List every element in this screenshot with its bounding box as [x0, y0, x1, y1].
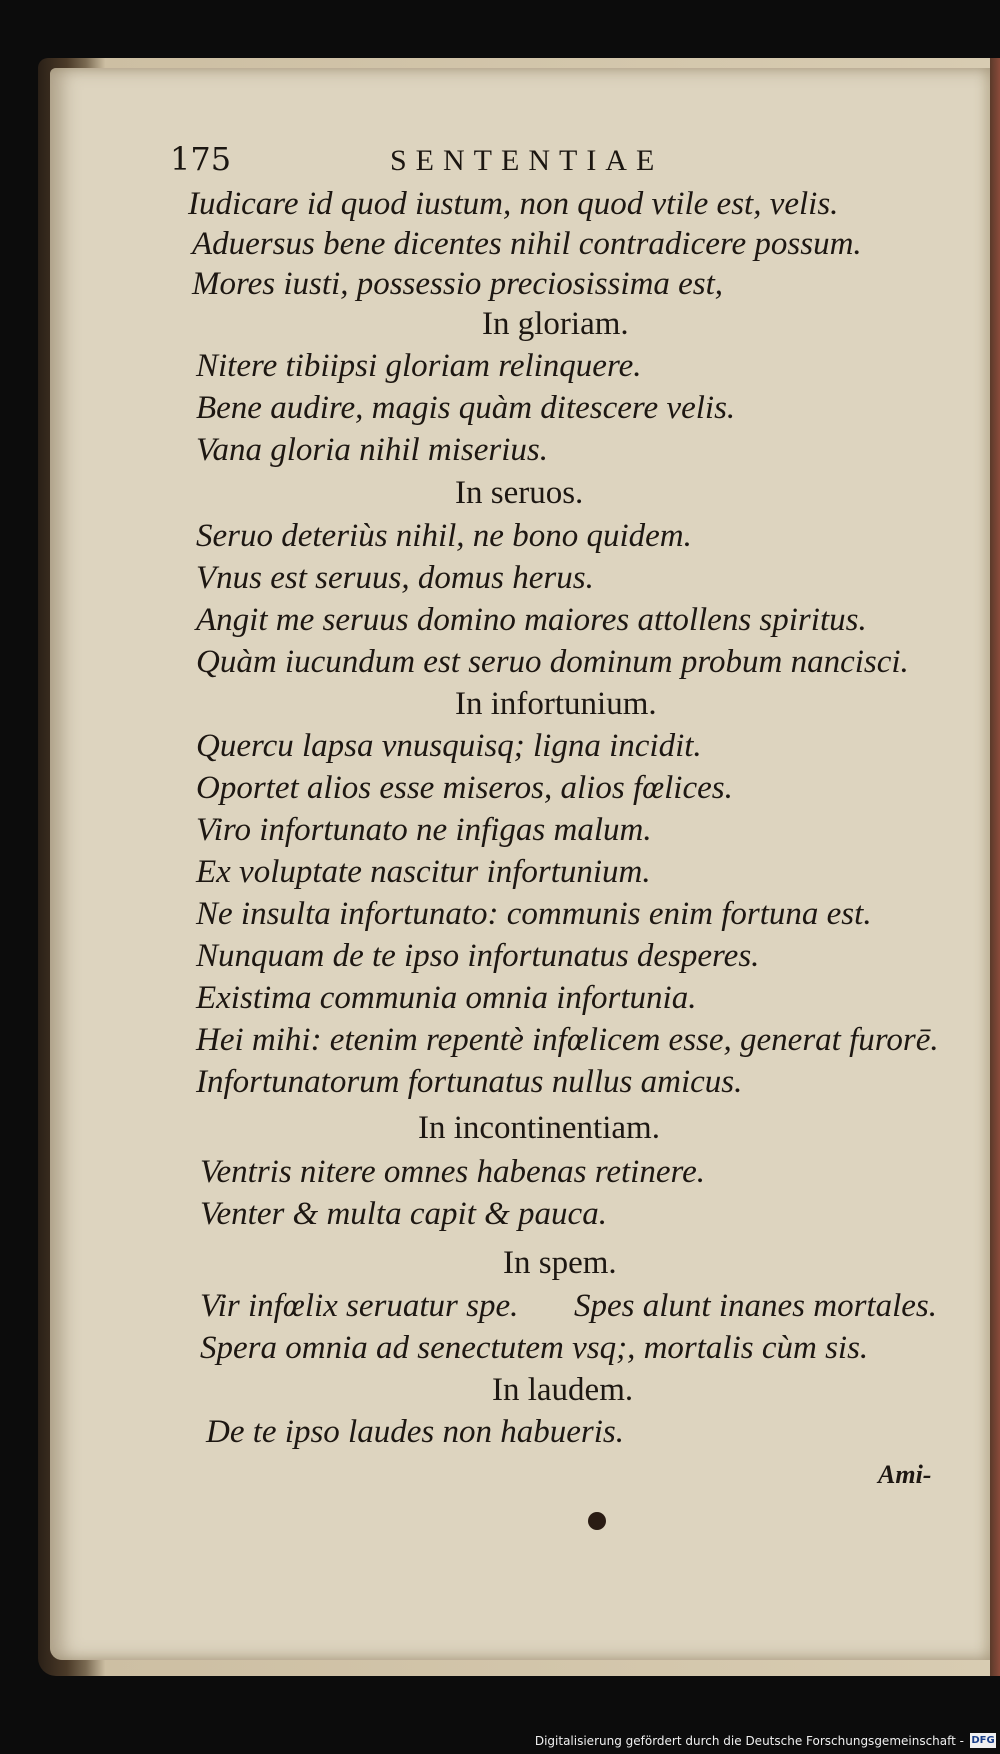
text-line: Vir infœlix seruatur spe. [200, 1288, 519, 1324]
page-header [170, 140, 950, 190]
text-line: Bene audire, magis quàm ditescere velis. [196, 390, 736, 426]
text-line: Quàm iucundum est seruo dominum probum nancisci. [196, 644, 909, 680]
text-line: Seruo deteriùs nihil, ne bono quidem. [196, 518, 692, 554]
text-line: Mores iusti, possessio preciosissima est, [192, 266, 724, 302]
text-line: Angit me seruus domino maiores attollens spiritus. [196, 602, 867, 638]
funding-credit: Digitalisierung gefördert durch die Deutsche Forschungsgemeinschaft - [534, 1734, 964, 1748]
text-line: Spera omnia ad senectutem vsq;, mortalis cùm sis. [200, 1330, 869, 1366]
page-number: 175 [170, 140, 232, 178]
text-line: Ne insulta infortunato: communis enim fortuna est. [196, 896, 872, 932]
text-line: Infortunatorum fortunatus nullus amicus. [196, 1064, 743, 1100]
text-line: Ex voluptate nascitur infortunium. [196, 854, 651, 890]
text-line: Spes alunt inanes mortales. [574, 1288, 937, 1324]
text-line: De te ipso laudes non habueris. [206, 1414, 624, 1450]
text-line: Iudicare id quod iustum, non quod vtile est, velis. [188, 186, 839, 222]
dfg-logo-icon: DFG [971, 1735, 995, 1746]
section-heading: In seruos. [455, 475, 584, 511]
ink-dot [588, 1512, 606, 1530]
text-line: Hei mihi: etenim repentè infœlicem esse, generat furorē. [196, 1022, 939, 1058]
text-line: Oportet alios esse miseros, alios fœlices. [196, 770, 733, 806]
text-line: Quercu lapsa vnusquisq; ligna incidit. [196, 728, 702, 764]
section-heading: In gloriam. [482, 306, 629, 342]
text-line: Nunquam de te ipso infortunatus desperes. [196, 938, 760, 974]
text-line: Viro infortunato ne infigas malum. [196, 812, 652, 848]
text-line: Existima communia omnia infortunia. [196, 980, 697, 1016]
section-heading: In incontinentiam. [418, 1110, 660, 1146]
text-line: Venter & multa capit & pauca. [200, 1196, 607, 1232]
text-line: Aduersus bene dicentes nihil contradicere possum. [192, 226, 862, 262]
text-line: Nitere tibiipsi gloriam relinquere. [196, 348, 642, 384]
section-heading: In infortunium. [455, 686, 657, 722]
section-heading: In spem. [503, 1245, 617, 1281]
text-line: Vana gloria nihil miserius. [196, 432, 549, 468]
text-line: Ventris nitere omnes habenas retinere. [200, 1154, 705, 1190]
catchword: Ami- [878, 1460, 932, 1489]
book-spine-edge [990, 58, 1000, 1676]
text-line: Vnus est seruus, domus herus. [196, 560, 594, 596]
running-title: SENTENTIAE [390, 144, 664, 177]
footer-bar [0, 1722, 1000, 1754]
section-heading: In laudem. [492, 1372, 634, 1408]
